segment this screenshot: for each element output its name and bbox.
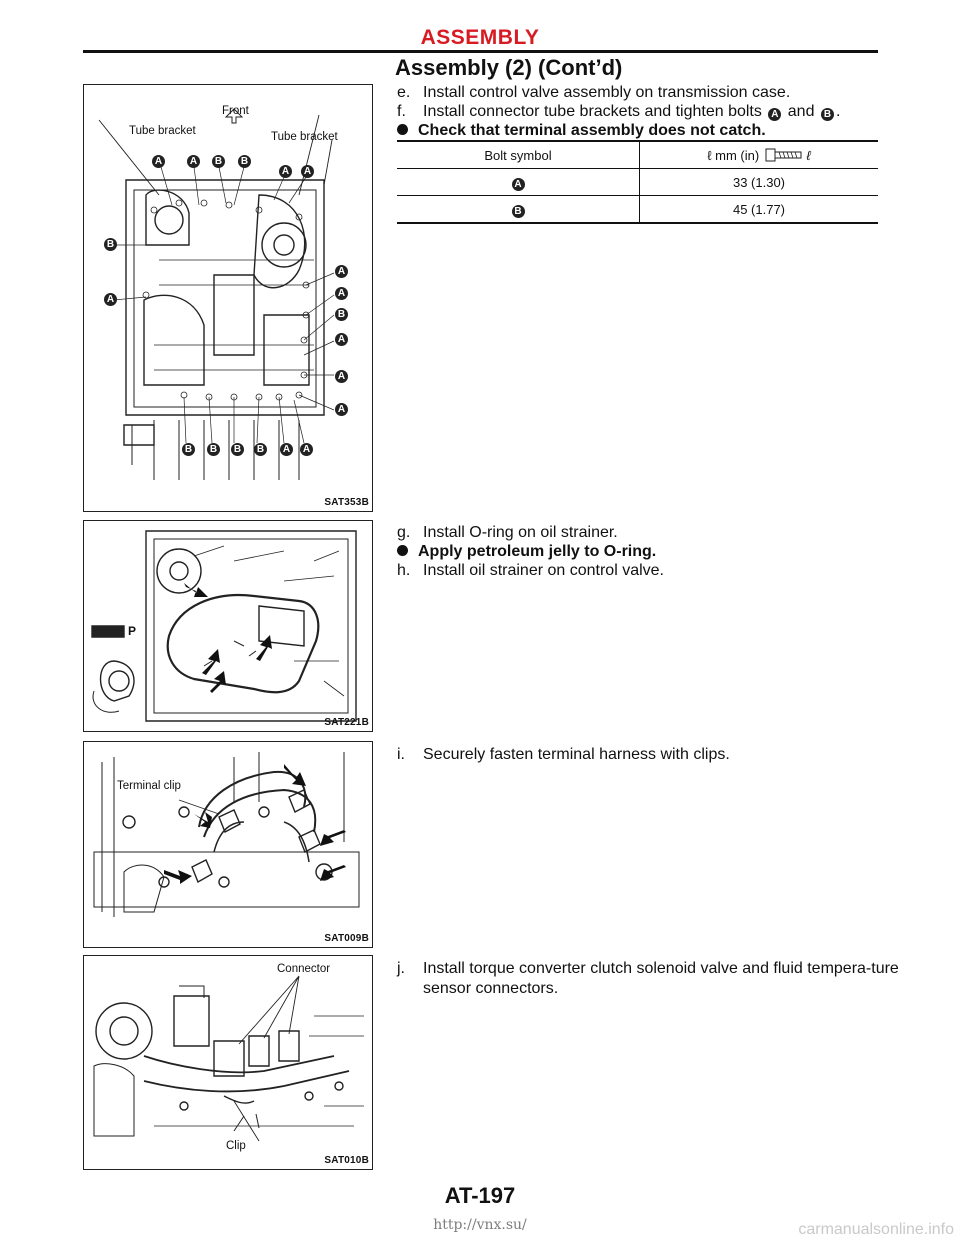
bolt-symbol-b: B xyxy=(821,108,834,121)
figure-sat009b xyxy=(83,741,373,948)
header-length xyxy=(640,141,879,169)
bolt-mark: B xyxy=(104,238,117,251)
step-i xyxy=(397,745,882,765)
front-label: Front xyxy=(222,105,249,117)
bullet-text: Apply petroleum jelly to O-ring. xyxy=(418,543,657,560)
bolt-mark: A xyxy=(335,333,348,346)
bolt-mark: A xyxy=(335,265,348,278)
page-number: AT-197 xyxy=(444,1183,516,1208)
step-letter: i. xyxy=(397,746,405,763)
bolt-mark: A xyxy=(335,287,348,300)
bolt-mark: B xyxy=(335,308,348,321)
step-letter: e. xyxy=(397,84,411,101)
step-text: Install control valve assembly on transmission case. xyxy=(423,84,791,101)
bolt-mark: B xyxy=(238,155,251,168)
bullet-text: Check that terminal assembly does not catch. xyxy=(418,122,766,139)
bolt-mark: A xyxy=(152,155,165,168)
header-rule xyxy=(83,50,878,53)
page-title: Assembly (2) (Cont’d) xyxy=(395,55,623,80)
bullet-terminal-check xyxy=(397,121,766,141)
table-row xyxy=(397,196,878,224)
header-bolt-symbol: Bolt symbol xyxy=(397,141,640,169)
tube-bracket-label-right: Tube bracket xyxy=(271,131,338,143)
step-letter: g. xyxy=(397,524,411,541)
step-h xyxy=(397,561,882,581)
footer-url[interactable]: http://vnx.su/ xyxy=(433,1217,527,1233)
step-text-end: . xyxy=(835,103,841,120)
cell-symbol xyxy=(397,196,640,224)
bolt-mark: A xyxy=(300,443,313,456)
bolt-mark: B xyxy=(254,443,267,456)
step-text: Securely fasten terminal harness with clips. xyxy=(423,746,730,763)
step-text: Install O-ring on oil strainer. xyxy=(423,524,618,541)
tube-bracket-label-left: Tube bracket xyxy=(129,125,196,137)
bolt-mark: B xyxy=(212,155,225,168)
bolt-symbol-badge: A xyxy=(512,178,525,191)
cell-length: 33 (1.30) xyxy=(732,174,786,190)
figure-code: SAT353B xyxy=(324,497,369,508)
bolt-mark: A xyxy=(335,370,348,383)
bolt-spec-table xyxy=(397,140,878,224)
connector-label: Connector xyxy=(277,963,331,975)
step-j xyxy=(397,959,905,999)
watermark: carmanualsonline.info xyxy=(798,1221,954,1238)
bolt-mark: B xyxy=(231,443,244,456)
bullet-icon xyxy=(397,545,408,556)
bolt-symbol-badge: B xyxy=(512,205,525,218)
figure-code: SAT221B xyxy=(324,717,369,728)
cell-length: 45 (1.77) xyxy=(732,201,786,217)
bolt-mark: A xyxy=(279,165,292,178)
step-text: Install torque converter clutch solenoid valve and fluid tempera-ture sensor connectors. xyxy=(423,960,899,997)
bolt-mark: A xyxy=(280,443,293,456)
header-length-text: ℓ mm (in) xyxy=(707,148,760,163)
terminal-clip-label: Terminal clip xyxy=(117,780,181,792)
clip-label: Clip xyxy=(226,1140,246,1152)
bolt-mark: B xyxy=(182,443,195,456)
figure-sat353b xyxy=(83,84,373,512)
step-text: Install oil strainer on control valve. xyxy=(423,562,664,579)
terminal-harness-illustration xyxy=(84,742,373,948)
bolt-mark: B xyxy=(207,443,220,456)
step-g xyxy=(397,523,882,543)
control-valve-illustration xyxy=(84,85,373,512)
bolt-icon xyxy=(765,147,803,163)
figure-code: SAT009B xyxy=(324,933,369,944)
table-row xyxy=(397,169,878,196)
bolt-mark: A xyxy=(187,155,200,168)
step-text-and: and xyxy=(787,103,815,120)
grease-p-label: P xyxy=(128,624,137,638)
bolt-mark: A xyxy=(104,293,117,306)
step-text: Install connector tube brackets and tighten bolts xyxy=(423,103,762,120)
bolt-mark: A xyxy=(301,165,314,178)
connector-illustration xyxy=(84,956,373,1170)
figure-sat010b xyxy=(83,955,373,1170)
header-length-symbol: ℓ xyxy=(806,148,811,163)
table-header-row xyxy=(397,141,878,169)
step-letter: h. xyxy=(397,562,411,579)
bolt-symbol-a: A xyxy=(768,108,781,121)
step-f xyxy=(397,102,882,122)
cell-symbol xyxy=(397,169,640,196)
figure-code: SAT010B xyxy=(324,1155,369,1166)
step-letter: j. xyxy=(397,960,405,977)
section-tag: ASSEMBLY xyxy=(420,26,540,49)
figure-sat221b xyxy=(83,520,373,732)
step-e xyxy=(397,83,882,103)
bolt-mark: A xyxy=(335,403,348,416)
bullet-petroleum-jelly xyxy=(397,542,656,562)
step-letter: f. xyxy=(397,103,406,120)
bullet-icon xyxy=(397,124,408,135)
